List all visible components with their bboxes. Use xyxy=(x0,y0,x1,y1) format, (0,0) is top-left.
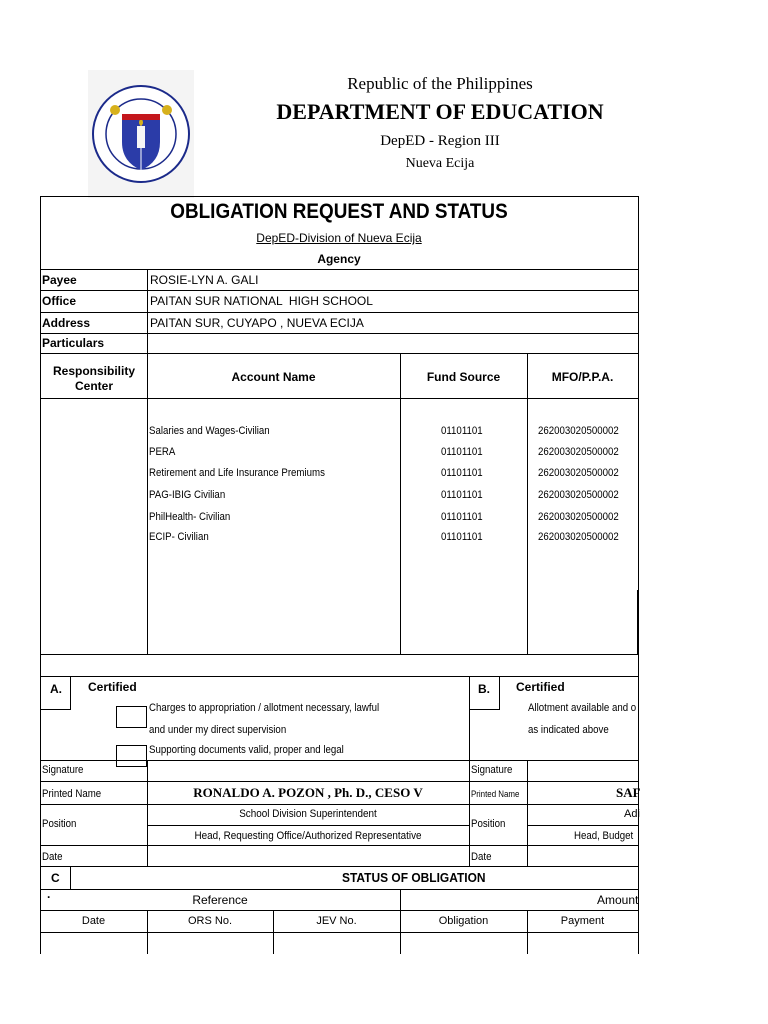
status-letter: C xyxy=(51,871,60,885)
province-text: Nueva Ecija xyxy=(405,156,475,171)
cert-a-checkbox-2[interactable] xyxy=(116,745,147,767)
table-row-fund: 01101101 xyxy=(441,511,483,523)
cert-a-position: School Division Superintendent xyxy=(239,808,377,820)
table-row-mfo: 262003020500002 xyxy=(538,531,619,543)
office-value: PAITAN SUR NATIONAL HIGH SCHOOL xyxy=(150,294,373,308)
status-col-jev: JEV No. xyxy=(316,915,357,927)
table-row-account: Retirement and Life Insurance Premiums xyxy=(149,467,325,479)
cert-a-printed-name-label: Printed Name xyxy=(42,788,102,800)
address-label: Address xyxy=(42,316,91,330)
cert-a-line-3: Supporting documents valid, proper and legal xyxy=(149,744,344,756)
payee-label: Payee xyxy=(42,273,77,287)
cert-b-line-2: as indicated above xyxy=(528,724,609,736)
office-label: Office xyxy=(42,294,77,308)
cert-a-printed-name: RONALDO A. POZON , Ph. D., CESO V xyxy=(193,785,423,800)
cert-b-position-label: Position xyxy=(471,818,506,830)
republic-text: Republic of the Philippines xyxy=(347,74,533,93)
cert-a-checkbox-1[interactable] xyxy=(116,706,147,728)
status-title: STATUS OF OBLIGATION xyxy=(342,870,486,885)
address-value: PAITAN SUR, CUYAPO , NUEVA ECIJA xyxy=(150,316,364,330)
department-title: DEPARTMENT OF EDUCATION xyxy=(276,99,604,124)
table-row-account: PAG-IBIG Civilian xyxy=(149,489,226,501)
cert-b-date-label: Date xyxy=(471,851,492,863)
payee-value: ROSIE-LYN A. GALI xyxy=(150,273,259,287)
deped-seal xyxy=(88,70,194,198)
table-row-fund: 01101101 xyxy=(441,531,483,543)
status-dot: · xyxy=(47,890,51,904)
table-row-mfo: 262003020500002 xyxy=(538,446,619,458)
table-row-account: Salaries and Wages-Civilian xyxy=(149,425,270,437)
form-title: OBLIGATION REQUEST AND STATUS xyxy=(170,200,508,223)
cert-b-printed-name-label: Printed Name xyxy=(471,789,520,799)
cert-a-title: Certified xyxy=(88,680,137,694)
cert-b-position-caption: Head, Budget xyxy=(574,830,634,842)
table-row-mfo: 262003020500002 xyxy=(538,511,619,523)
table-row-account: PERA xyxy=(149,446,176,458)
particulars-label: Particulars xyxy=(42,336,105,350)
cert-a-position-label: Position xyxy=(42,818,77,830)
table-row-fund: 01101101 xyxy=(441,425,483,437)
header-account-name: Account Name xyxy=(231,370,316,384)
status-reference-label: Reference xyxy=(192,893,248,907)
table-row-mfo: 262003020500002 xyxy=(538,425,619,437)
cert-a-position-caption: Head, Requesting Office/Authorized Representative xyxy=(194,830,422,842)
cert-b-printed-name: SAF xyxy=(616,785,641,800)
cert-a-line-1: Charges to appropriation / allotment necessary, lawful xyxy=(149,702,380,714)
agency-label: Agency xyxy=(317,252,361,266)
status-col-ors: ORS No. xyxy=(187,915,232,927)
cert-b-letter: B. xyxy=(478,682,490,696)
table-row-fund: 01101101 xyxy=(441,489,483,501)
table-row-fund: 01101101 xyxy=(441,467,483,479)
header-mfo-ppa: MFO/P.P.A. xyxy=(551,370,614,384)
cert-a-date-label: Date xyxy=(42,851,63,863)
header-responsibility-center: Responsibility Center xyxy=(52,364,135,393)
table-row-account: PhilHealth- Civilian xyxy=(149,511,231,523)
division-link: DepED-Division of Nueva Ecija xyxy=(256,231,422,245)
region-text: DepED - Region III xyxy=(380,133,500,149)
table-row-mfo: 262003020500002 xyxy=(538,467,619,479)
table-row-account: ECIP- Civilian xyxy=(149,531,209,543)
status-col-payment: Payment xyxy=(560,915,605,927)
status-col-obligation: Obligation xyxy=(438,915,489,927)
cert-b-signature-label: Signature xyxy=(471,764,513,776)
cert-a-signature-label: Signature xyxy=(42,764,84,776)
cert-b-line-1: Allotment available and o xyxy=(528,702,637,714)
table-row-fund: 01101101 xyxy=(441,446,483,458)
cert-a-letter: A. xyxy=(50,682,62,696)
division-name xyxy=(40,231,638,245)
header-fund-source: Fund Source xyxy=(426,370,501,384)
status-col-date: Date xyxy=(81,915,106,927)
table-row-mfo: 262003020500002 xyxy=(538,489,619,501)
cert-b-title: Certified xyxy=(516,680,565,694)
cert-a-line-2: and under my direct supervision xyxy=(149,724,287,736)
status-amount-label: Amount xyxy=(597,893,639,907)
cert-b-position: Adi xyxy=(624,808,640,820)
